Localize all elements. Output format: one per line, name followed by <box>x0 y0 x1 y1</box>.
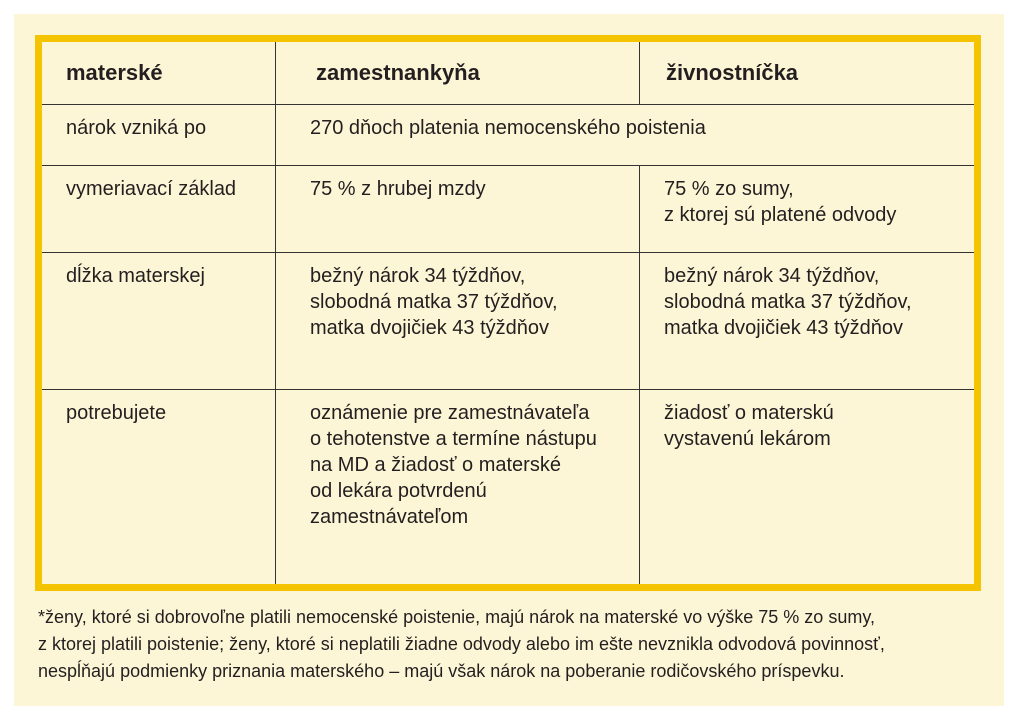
document-page <box>14 14 1004 706</box>
header-employee: zamestnankyňa <box>276 42 640 105</box>
row-label: vymeriavací základ <box>42 166 276 253</box>
self-employed-cell: bežný nárok 34 týždňov, slobodná matka 37 týždňov, matka dvojičiek 43 týždňov <box>640 253 975 390</box>
header-self-employed: živnostníčka <box>640 42 975 105</box>
employee-cell: oznámenie pre zamestnávateľa o tehotenstve a termíne nástupu na MD a žiadosť o materské od lekára potvrdenú zamestnávateľom <box>276 390 640 585</box>
row-label: dĺžka materskej <box>42 253 276 390</box>
table-row <box>42 166 974 253</box>
self-employed-cell: 75 % zo sumy, z ktorej sú platené odvody <box>640 166 975 253</box>
employee-cell: bežný nárok 34 týždňov, slobodná matka 37 týždňov, matka dvojičiek 43 týždňov <box>276 253 640 390</box>
self-employed-cell: žiadosť o materskú vystavenú lekárom <box>640 390 975 585</box>
employee-cell: 75 % z hrubej mzdy <box>276 166 640 253</box>
table-row <box>42 105 974 166</box>
row-label: potrebujete <box>42 390 276 585</box>
table-row <box>42 253 974 390</box>
table-row <box>42 390 974 585</box>
merged-cell: 270 dňoch platenia nemocenského poistenia <box>276 105 975 166</box>
header-row <box>42 42 974 105</box>
row-label: nárok vzniká po <box>42 105 276 166</box>
footnote: *ženy, ktoré si dobrovoľne platili nemocenské poistenie, majú nárok na materské vo výške 75 % zo sumy, z ktorej platili poistenie; ženy, ktoré si neplatili žiadne odvody alebo im ešte nevznikla odvodová povinnosť, nespĺňajú podmienky priznania materského – majú však nárok na poberanie rodičovského príspevku. <box>38 607 885 681</box>
header-maternity: materské <box>42 42 276 105</box>
maternity-comparison-table <box>42 42 974 584</box>
maternity-table-box <box>35 35 981 591</box>
